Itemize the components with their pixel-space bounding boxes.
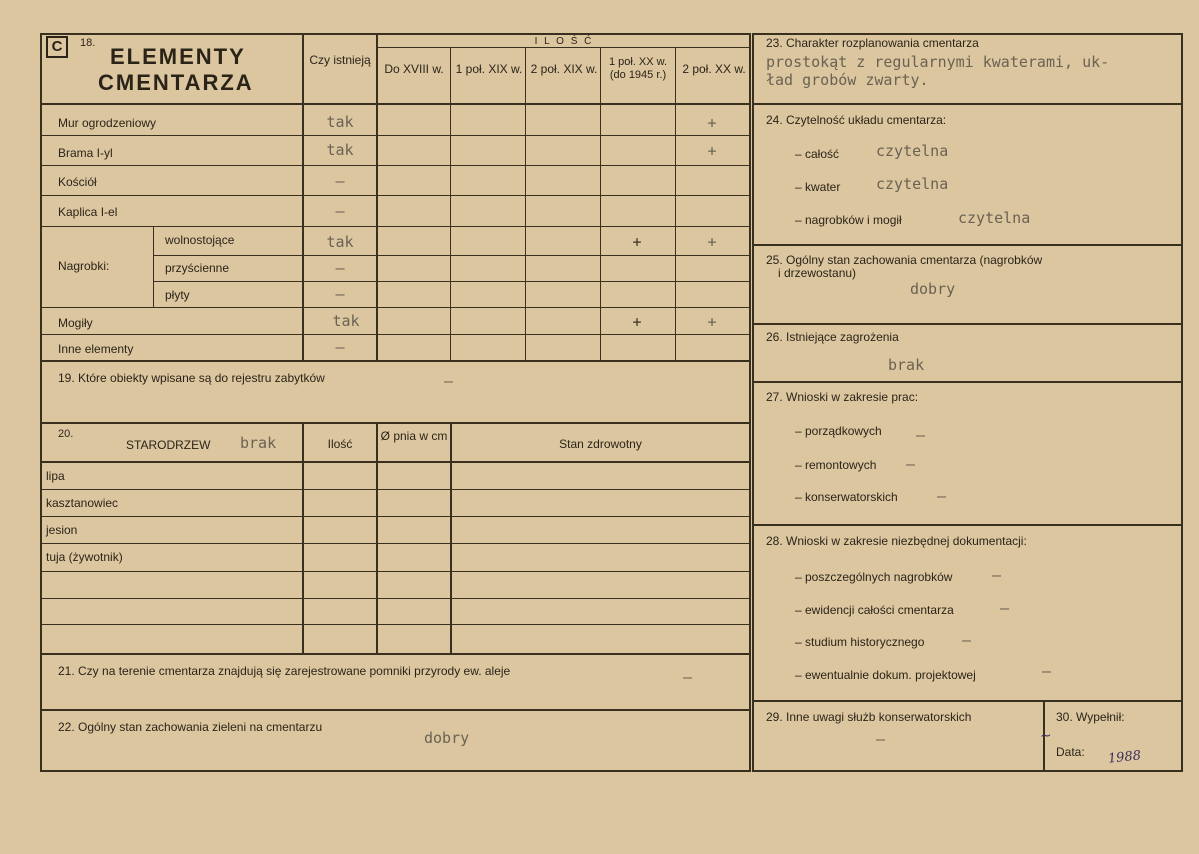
rule bbox=[40, 543, 751, 544]
q29-answer: – bbox=[876, 730, 886, 748]
q22-label: 22. Ogólny stan zachowania zieleni na cmentarzu bbox=[58, 720, 323, 734]
q27-item-answer: – bbox=[937, 487, 947, 505]
q20-col-health: Stan zdrowotny bbox=[559, 437, 642, 451]
q27-item-answer: – bbox=[906, 455, 916, 473]
q25-label-line2: i drzewostanu) bbox=[778, 266, 857, 280]
rule bbox=[40, 489, 751, 490]
element-label: Kaplica I-el bbox=[58, 205, 118, 219]
rule bbox=[752, 524, 1183, 526]
tree-label: lipa bbox=[46, 469, 65, 483]
q24-item-label: – całość bbox=[795, 147, 840, 161]
exists-value: – bbox=[335, 202, 345, 220]
q28-item-answer: – bbox=[1042, 662, 1052, 680]
rule bbox=[40, 33, 42, 771]
rule bbox=[40, 195, 751, 196]
rule bbox=[302, 33, 304, 361]
q30-label: 30. Wypełnił: bbox=[1056, 710, 1125, 724]
tree-label: kasztanowiec bbox=[46, 496, 119, 510]
q23-answer-line1: prostokąt z regularnymi kwaterami, uk- bbox=[766, 53, 1110, 71]
rule bbox=[40, 571, 751, 572]
rule bbox=[752, 323, 1183, 325]
element-label: Mur ogrodzeniowy bbox=[58, 116, 157, 130]
rule bbox=[302, 422, 304, 654]
rule bbox=[749, 33, 751, 771]
q19-label: 19. Które obiekty wpisane są do rejestru zabytków bbox=[58, 371, 325, 385]
period-header: 1 poł. XX w. (do 1945 r.) bbox=[608, 56, 668, 81]
title-line1: ELEMENTY bbox=[110, 44, 246, 69]
rule bbox=[40, 653, 751, 655]
rule bbox=[40, 770, 751, 772]
rule bbox=[40, 135, 751, 136]
rule bbox=[153, 281, 751, 282]
q29-label: 29. Inne uwagi służb konserwatorskich bbox=[766, 710, 972, 724]
period-mark: + bbox=[707, 313, 717, 331]
exists-value: – bbox=[335, 285, 345, 303]
element-label: Kościół bbox=[58, 175, 97, 189]
q20-col-diam: Ø pnia w cm bbox=[380, 429, 448, 443]
section-letter-box: C bbox=[46, 36, 68, 58]
col-exists-header: Czy istnieją bbox=[309, 53, 371, 67]
rule bbox=[40, 334, 751, 335]
q28-item-answer: – bbox=[992, 566, 1002, 584]
rule bbox=[752, 381, 1183, 383]
period-mark: + bbox=[707, 114, 717, 132]
element-label: Inne elementy bbox=[58, 342, 134, 356]
rule bbox=[450, 47, 451, 361]
col-quantity-header: I L O Ś Ć bbox=[534, 36, 594, 47]
q28-item-label: – ewentualnie dokum. projektowej bbox=[795, 668, 976, 682]
q27-item-label: – porządkowych bbox=[795, 424, 882, 438]
period-mark: + bbox=[632, 233, 642, 251]
rule bbox=[40, 360, 751, 362]
q26-answer: brak bbox=[888, 356, 925, 374]
rule bbox=[40, 516, 751, 517]
q24-label: 24. Czytelność układu cmentarza: bbox=[766, 113, 947, 127]
q28-label: 28. Wnioski w zakresie niezbędnej dokumentacji: bbox=[766, 534, 1027, 548]
period-header: 2 poł. XX w. bbox=[682, 62, 746, 76]
q20-col-qty: Ilość bbox=[327, 437, 353, 451]
q20-answer: brak bbox=[240, 434, 277, 452]
exists-value: — bbox=[335, 338, 345, 356]
q26-label: 26. Istniejące zagrożenia bbox=[766, 330, 899, 344]
q30-date-value: 1988 bbox=[1107, 748, 1142, 767]
rule bbox=[752, 103, 1183, 105]
q27-item-answer: – bbox=[916, 426, 926, 444]
tree-label: jesion bbox=[46, 523, 78, 537]
q20-label: STARODRZEW bbox=[126, 438, 211, 452]
element-label: wolnostojące bbox=[165, 233, 235, 247]
title-line2: CMENTARZA bbox=[98, 70, 254, 95]
q24-item-answer: czytelna bbox=[876, 175, 949, 193]
q23-label: 23. Charakter rozplanowania cmentarza bbox=[766, 36, 979, 50]
rule bbox=[40, 461, 751, 463]
rule bbox=[752, 770, 1183, 772]
q28-item-answer: – bbox=[1000, 599, 1010, 617]
rule bbox=[752, 33, 1183, 35]
rule bbox=[752, 244, 1183, 246]
rule bbox=[40, 598, 751, 599]
period-mark: + bbox=[632, 313, 642, 331]
rule bbox=[40, 307, 751, 308]
period-mark: + bbox=[707, 142, 717, 160]
q25-answer: dobry bbox=[910, 280, 956, 298]
q24-item-label: – kwater bbox=[795, 180, 841, 194]
nagrobki-label: Nagrobki: bbox=[58, 259, 110, 273]
rule bbox=[752, 33, 754, 771]
rule bbox=[40, 165, 751, 166]
rule bbox=[153, 255, 751, 256]
period-header: Do XVIII w. bbox=[384, 62, 444, 76]
rule bbox=[153, 226, 154, 307]
element-label: Mogiły bbox=[58, 316, 93, 330]
element-label: płyty bbox=[165, 288, 190, 302]
q21-label: 21. Czy na terenie cmentarza znajdują się zarejestrowane pomniki przyrody ew. aleje bbox=[58, 664, 511, 678]
q28-item-label: – ewidencji całości cmentarza bbox=[795, 603, 954, 617]
rule bbox=[376, 422, 378, 654]
q22-answer: dobry bbox=[424, 729, 470, 747]
period-header: 1 poł. XIX w. bbox=[455, 62, 523, 76]
element-label: przyścienne bbox=[165, 261, 230, 275]
q21-answer: – bbox=[683, 668, 693, 686]
exists-value: tak bbox=[326, 141, 354, 159]
q28-item-label: – poszczególnych nagrobków bbox=[795, 570, 953, 584]
element-label: Brama I-yl bbox=[58, 146, 113, 160]
q27-item-label: – konserwatorskich bbox=[795, 490, 898, 504]
rule bbox=[40, 103, 751, 105]
q27-label: 27. Wnioski w zakresie prac: bbox=[766, 390, 919, 404]
period-mark: + bbox=[707, 233, 717, 251]
q24-item-answer: czytelna bbox=[958, 209, 1031, 227]
q27-item-label: – remontowych bbox=[795, 458, 877, 472]
q24-item-answer: czytelna bbox=[876, 142, 949, 160]
rule bbox=[1181, 33, 1183, 771]
q19-answer: – bbox=[444, 372, 454, 390]
exists-value: – bbox=[335, 259, 345, 277]
exists-value: – bbox=[335, 172, 345, 190]
period-header: 2 poł. XIX w. bbox=[530, 62, 598, 76]
rule bbox=[525, 47, 526, 361]
q28-item-label: – studium historycznego bbox=[795, 635, 925, 649]
rule bbox=[40, 226, 751, 227]
q28-item-answer: – bbox=[962, 631, 972, 649]
rule bbox=[40, 422, 751, 424]
q20-number: 20. bbox=[58, 428, 74, 440]
filled-by-signature: ~ bbox=[1039, 727, 1053, 745]
q24-item-label: – nagrobków i mogił bbox=[795, 213, 902, 227]
rule bbox=[752, 700, 1183, 702]
exists-value: tak bbox=[332, 312, 360, 330]
q23-answer-line2: ład grobów zwarty. bbox=[766, 71, 929, 89]
exists-value: tak bbox=[326, 233, 354, 251]
q30-date-label: Data: bbox=[1056, 745, 1085, 759]
rule bbox=[450, 422, 452, 654]
exists-value: tak bbox=[326, 113, 354, 131]
q25-label-line1: 25. Ogólny stan zachowania cmentarza (nagrobków bbox=[766, 253, 1043, 267]
tree-label: tuja (żywotnik) bbox=[46, 550, 123, 564]
section-number: 18. bbox=[80, 37, 96, 49]
rule bbox=[40, 624, 751, 625]
rule bbox=[40, 709, 751, 711]
